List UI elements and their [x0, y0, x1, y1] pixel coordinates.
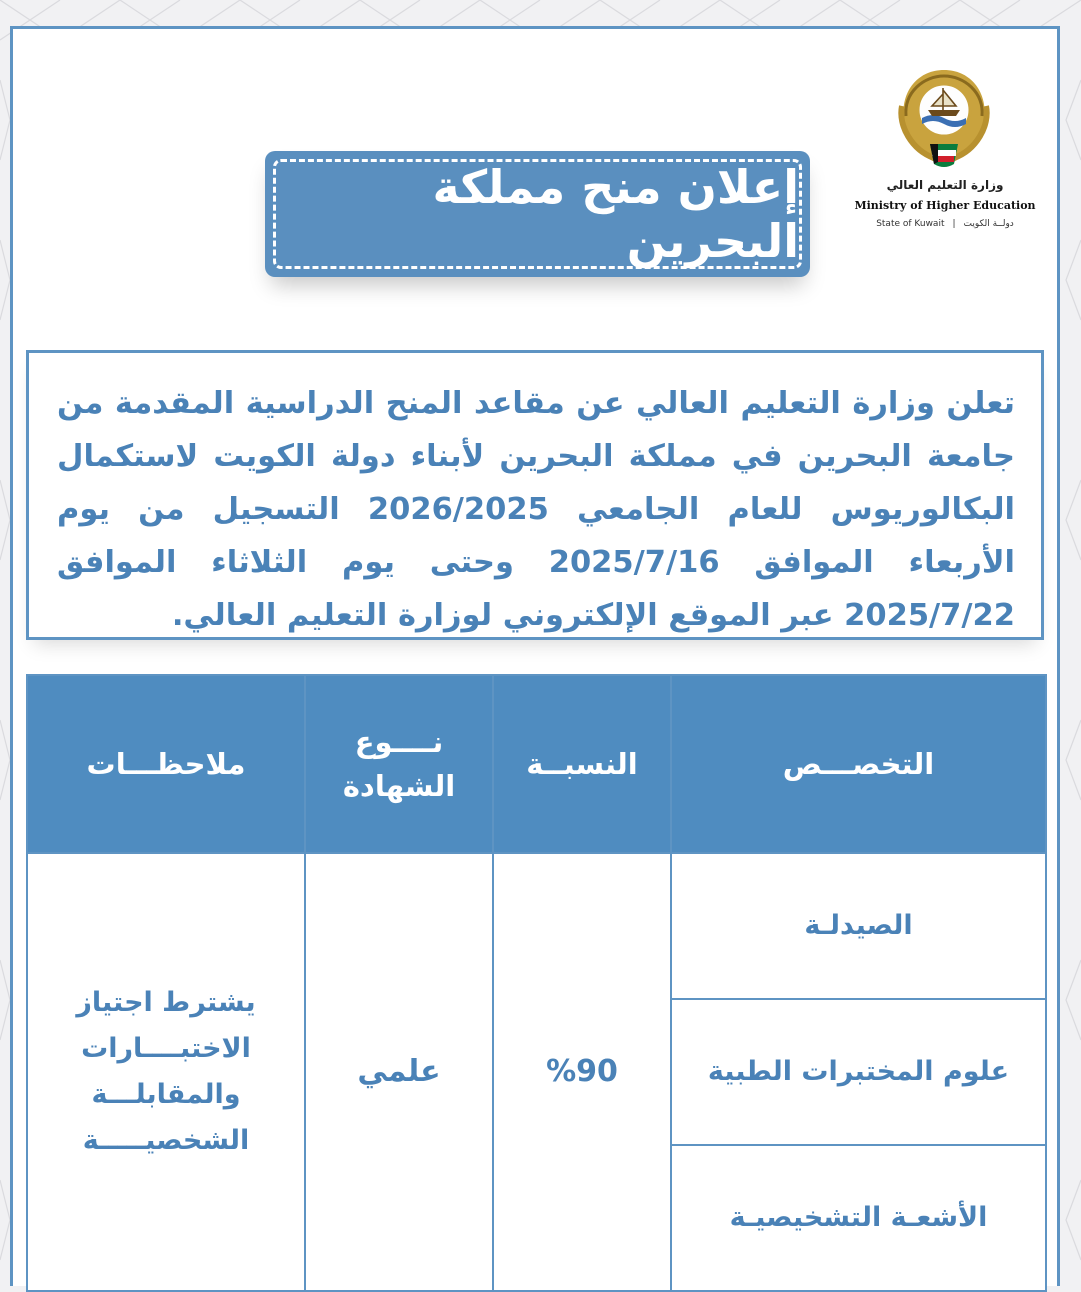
state-name-arabic: دولــة الكويت [963, 219, 1014, 229]
header-specialization: التخصـــص [671, 675, 1046, 853]
kuwait-emblem-icon [894, 66, 994, 174]
header-percentage: النسبــة [493, 675, 671, 853]
header-certificate-type: نــــوع الشهادة [305, 675, 493, 853]
table-row [27, 853, 1046, 999]
announcement-text: تعلن وزارة التعليم العالي عن مقاعد المنح الدراسية المقدمة من جامعة البحرين في مملكة البحرين لأبناء دولة الكويت لاستكمال البكالوريوس للعام الجامعي 2026/2025 التسجيل من يوم الأربعاء الموافق 2025/7/16 وحتى يوم الثلاثاء الموافق 2025/7/22 عبر الموقع الإلكتروني لوزارة التعليم العالي. [57, 386, 1015, 633]
specialization-cell: علوم المختبرات الطبية [671, 999, 1046, 1145]
scholarship-table [26, 674, 1047, 1292]
state-name-english: State of Kuwait [876, 219, 945, 229]
announcement-box [26, 350, 1044, 640]
header-notes: ملاحظـــات [27, 675, 305, 853]
specialization-cell: الصيدلـة [671, 853, 1046, 999]
certificate-type-cell: علمي [305, 853, 493, 1291]
table-header-row [27, 675, 1046, 853]
state-separator: | [952, 219, 956, 229]
notes-cell: يشترط اجتياز الاختبــــارات والمقابلـــة الشخصيـــــة [27, 853, 305, 1291]
title-banner [265, 151, 810, 277]
page-title: إعلان منح مملكة البحرين [432, 160, 799, 268]
ministry-name-english: Ministry of Higher Education [854, 199, 1036, 212]
ministry-name-arabic: وزارة التعليم العالي [886, 178, 1004, 192]
specialization-cell: الأشعـة التشخيصيـة [671, 1145, 1046, 1291]
percentage-cell: %90 [493, 853, 671, 1291]
state-line [850, 219, 1040, 229]
title-dashed-border [273, 159, 802, 269]
ministry-logo [850, 66, 1040, 236]
